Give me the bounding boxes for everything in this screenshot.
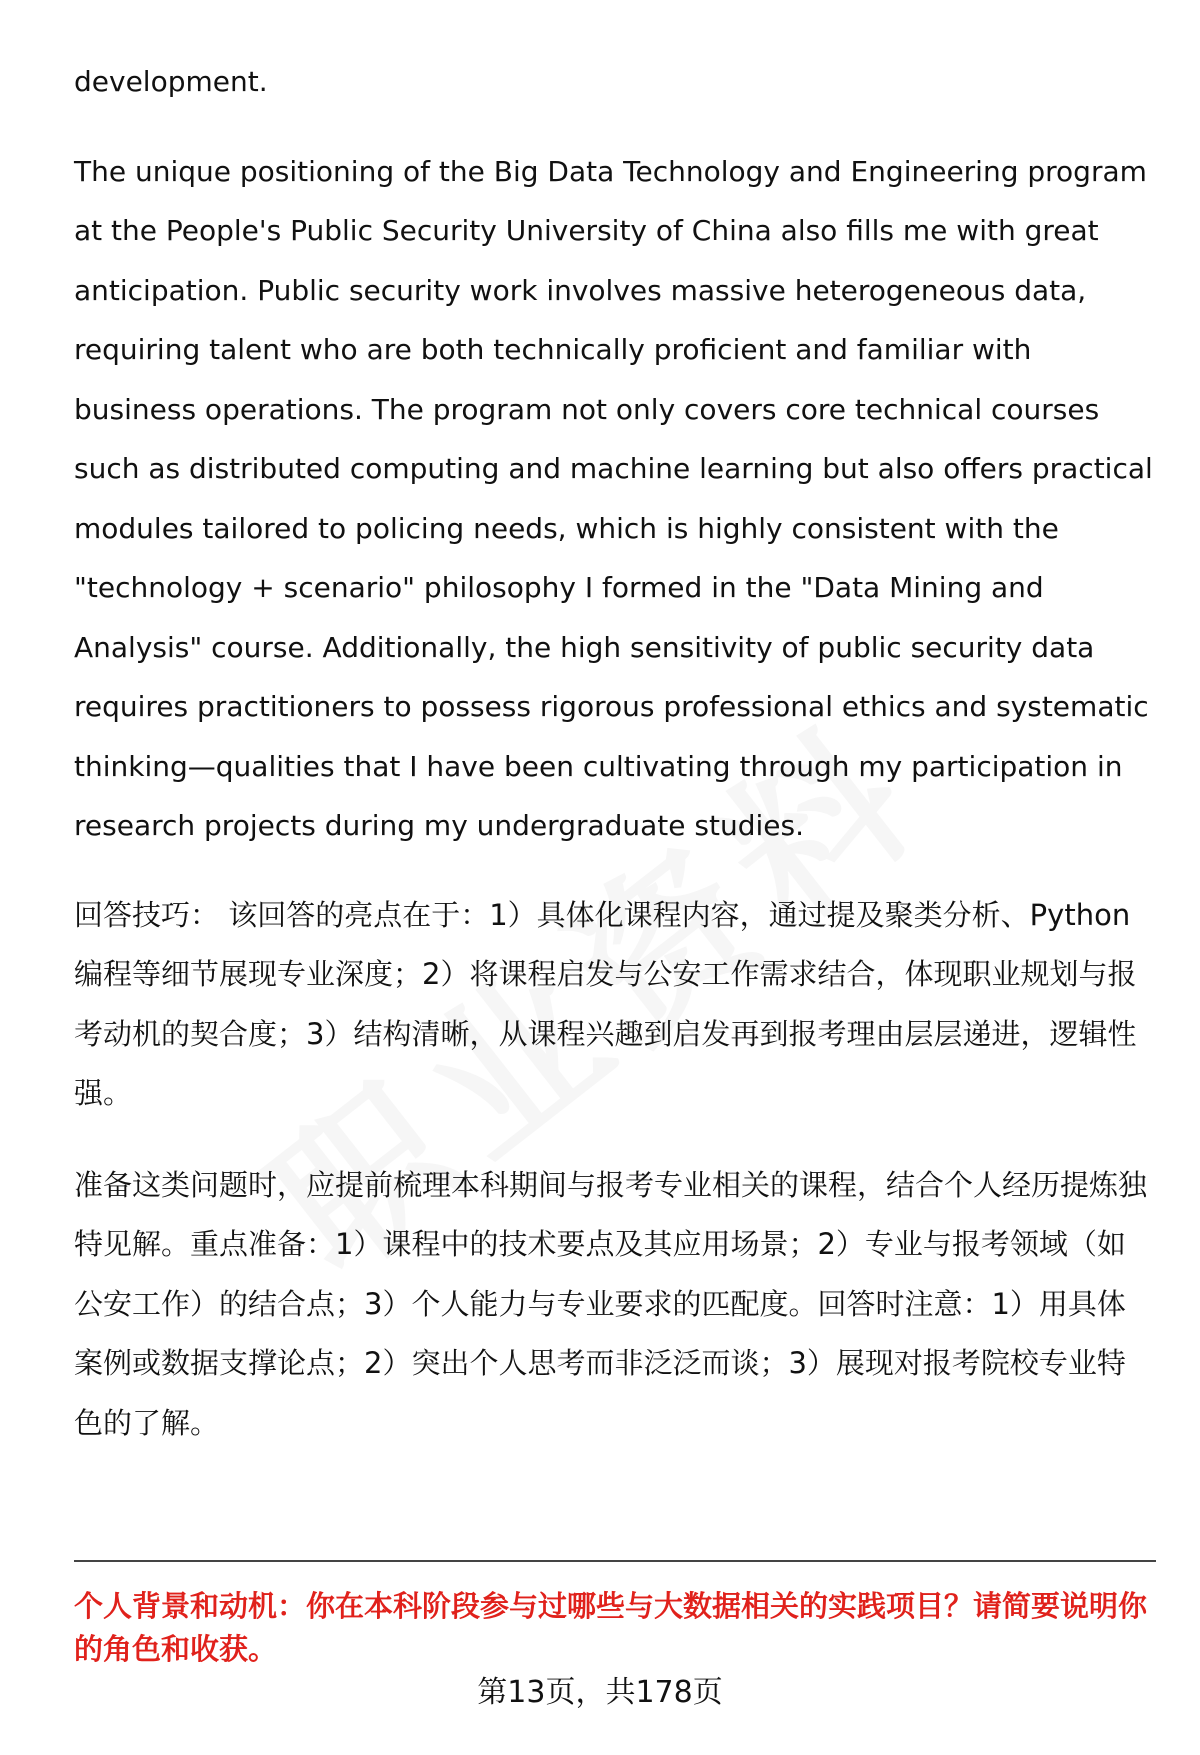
document-body: [74, 52, 1154, 1485]
paragraph-program-positioning: The unique positioning of the Big Data Technology and Engineering program at the People's Public Security University of China also fills me with great anticipation. Public security work involves massive heterogeneous data, requiring talent who are both technically proficient and familiar with business operations. The program not only covers core technical courses such as distributed computing and machine learning but also offers practical modules tailored to policing needs, which is highly consistent with the "technology + scenario" philosophy I formed in the "Data Mining and Analysis" course. Additionally, the high sensitivity of public security data requires practitioners to possess rigorous professional ethics and systematic thinking—qualities that I have been cultivating through my participation in research projects during my undergraduate studies.: [74, 154, 1153, 842]
next-question-heading: 个人背景和动机：你在本科阶段参与过哪些与大数据相关的实践项目？请简要说明你的角色和收获。: [74, 1589, 1148, 1666]
paragraph-preparation-advice: 准备这类问题时，应提前梳理本科期间与报考专业相关的课程，结合个人经历提炼独特见解。重点准备：1）课程中的技术要点及其应用场景；2）专业与报考领域（如公安工作）的结合点；3）个人能力与专业要求的匹配度。回答时注意：1）用具体案例或数据支撑论点；2）突出个人思考而非泛泛而谈；3）展现对报考院校专业特色的了解。: [74, 1167, 1148, 1440]
paragraph-answer-tips: 回答技巧： 该回答的亮点在于：1）具体化课程内容，通过提及聚类分析、Python编程等细节展现专业深度；2）将课程启发与公安工作需求结合，体现职业规划与报考动机的契合度；3）结构清晰，从课程兴趣到启发再到报考理由层层递进，逻辑性强。: [74, 897, 1137, 1110]
paragraph-continuation: development.: [74, 65, 268, 98]
page-indicator: 第13页，共178页: [477, 1675, 723, 1710]
section-divider: [74, 1560, 1156, 1562]
